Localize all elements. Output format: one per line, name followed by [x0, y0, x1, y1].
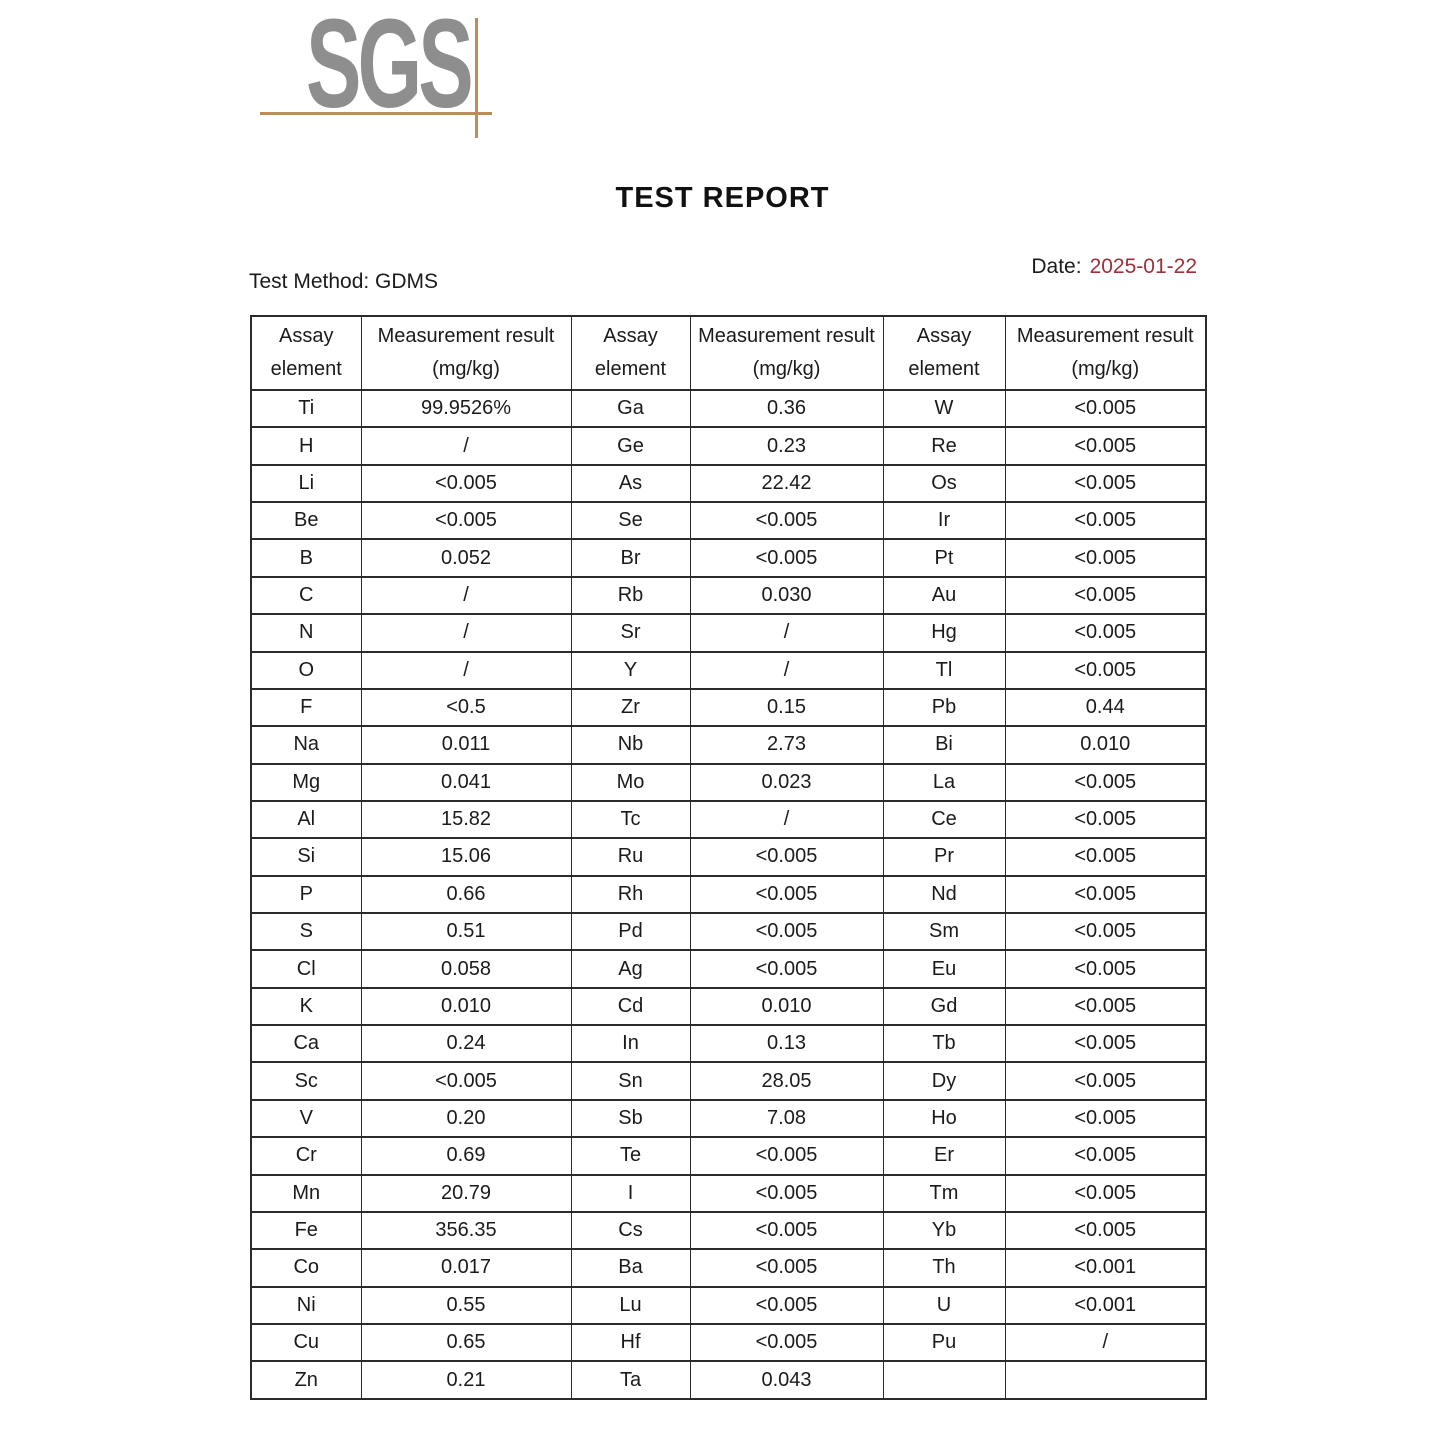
element-cell: Ag	[571, 950, 690, 987]
result-cell: 22.42	[690, 465, 883, 502]
date-line	[1031, 255, 1197, 279]
result-cell: 0.69	[361, 1137, 571, 1174]
table-row	[251, 390, 1206, 427]
element-cell: In	[571, 1025, 690, 1062]
element-cell: Nb	[571, 726, 690, 763]
table-row	[251, 427, 1206, 464]
element-cell: As	[571, 465, 690, 502]
header-measurement-result-3	[1005, 316, 1206, 390]
table-row	[251, 913, 1206, 950]
result-cell: 0.36	[690, 390, 883, 427]
table-row	[251, 950, 1206, 987]
table-row	[251, 465, 1206, 502]
element-cell: Br	[571, 539, 690, 576]
header-text: Assay	[279, 325, 334, 347]
element-cell: Cr	[251, 1137, 361, 1174]
element-cell: P	[251, 876, 361, 913]
table-row	[251, 1324, 1206, 1361]
result-cell: 0.23	[690, 427, 883, 464]
result-cell: 0.51	[361, 913, 571, 950]
assay-table-body	[251, 390, 1206, 1399]
result-cell: <0.005	[1005, 1100, 1206, 1137]
header-assay-element-3	[883, 316, 1005, 390]
element-cell: Pr	[883, 838, 1005, 875]
result-cell: <0.005	[690, 1175, 883, 1212]
element-cell: Rb	[571, 577, 690, 614]
element-cell: Bi	[883, 726, 1005, 763]
table-row	[251, 988, 1206, 1025]
result-cell: /	[361, 427, 571, 464]
element-cell: Mn	[251, 1175, 361, 1212]
result-cell: <0.005	[1005, 502, 1206, 539]
element-cell: Zn	[251, 1361, 361, 1399]
element-cell: Sc	[251, 1062, 361, 1099]
header-measurement-result-1	[361, 316, 571, 390]
result-cell: 15.06	[361, 838, 571, 875]
result-cell: 356.35	[361, 1212, 571, 1249]
table-row	[251, 614, 1206, 651]
result-cell: <0.005	[361, 1062, 571, 1099]
element-cell: Sr	[571, 614, 690, 651]
result-cell: 0.030	[690, 577, 883, 614]
result-cell: <0.005	[1005, 876, 1206, 913]
header-text: element	[270, 358, 342, 380]
element-cell: Ho	[883, 1100, 1005, 1137]
element-cell: I	[571, 1175, 690, 1212]
element-cell: Th	[883, 1249, 1005, 1286]
result-cell: /	[361, 614, 571, 651]
result-cell: <0.005	[1005, 764, 1206, 801]
table-row	[251, 1212, 1206, 1249]
result-cell: /	[361, 652, 571, 689]
element-cell: Co	[251, 1249, 361, 1286]
element-cell: S	[251, 913, 361, 950]
element-cell: U	[883, 1287, 1005, 1324]
result-cell: 0.052	[361, 539, 571, 576]
header-text: Measurement result	[1016, 325, 1194, 347]
result-cell: 0.010	[361, 988, 571, 1025]
result-cell: <0.005	[690, 1212, 883, 1249]
result-cell: <0.005	[1005, 614, 1206, 651]
result-cell: /	[690, 652, 883, 689]
element-cell: H	[251, 427, 361, 464]
element-cell: Cd	[571, 988, 690, 1025]
sgs-logo	[260, 0, 505, 150]
element-cell: V	[251, 1100, 361, 1137]
element-cell: Se	[571, 502, 690, 539]
result-cell: <0.005	[1005, 1025, 1206, 1062]
header-text: Assay	[603, 325, 658, 347]
result-cell: /	[361, 577, 571, 614]
result-cell: <0.005	[690, 1324, 883, 1361]
result-cell: <0.005	[361, 502, 571, 539]
element-cell: Ga	[571, 390, 690, 427]
element-cell: F	[251, 689, 361, 726]
element-cell: Ti	[251, 390, 361, 427]
element-cell: Ni	[251, 1287, 361, 1324]
element-cell: Sm	[883, 913, 1005, 950]
result-cell: <0.005	[690, 876, 883, 913]
header-row	[251, 316, 1206, 390]
element-cell: K	[251, 988, 361, 1025]
header-assay-element-1	[251, 316, 361, 390]
element-cell: Gd	[883, 988, 1005, 1025]
table-row	[251, 1137, 1206, 1174]
result-cell: <0.5	[361, 689, 571, 726]
table-row	[251, 726, 1206, 763]
report-title: TEST REPORT	[615, 182, 830, 214]
element-cell: Pd	[571, 913, 690, 950]
result-cell: <0.001	[1005, 1249, 1206, 1286]
header-text: element	[594, 358, 667, 380]
header-measurement-result-2	[690, 316, 883, 390]
element-cell: Zr	[571, 689, 690, 726]
element-cell: Re	[883, 427, 1005, 464]
result-cell: <0.005	[1005, 988, 1206, 1025]
element-cell: Rh	[571, 876, 690, 913]
table-row	[251, 1175, 1206, 1212]
result-cell: <0.005	[1005, 539, 1206, 576]
result-cell: 0.21	[361, 1361, 571, 1399]
table-row	[251, 577, 1206, 614]
element-cell: Tm	[883, 1175, 1005, 1212]
element-cell: Cs	[571, 1212, 690, 1249]
element-cell: Hf	[571, 1324, 690, 1361]
result-cell: <0.005	[1005, 838, 1206, 875]
element-cell: Nd	[883, 876, 1005, 913]
element-cell: Ba	[571, 1249, 690, 1286]
element-cell: Dy	[883, 1062, 1005, 1099]
header-text: (mg/kg)	[432, 358, 500, 380]
header-text: Measurement result	[377, 325, 555, 347]
header-text: (mg/kg)	[752, 358, 821, 380]
assay-results-table	[250, 315, 1207, 1400]
table-row	[251, 801, 1206, 838]
test-method-label: Test Method: GDMS	[249, 270, 439, 293]
result-cell: <0.005	[1005, 913, 1206, 950]
result-cell: 0.20	[361, 1100, 571, 1137]
element-cell: Ge	[571, 427, 690, 464]
result-cell: 0.043	[690, 1361, 883, 1399]
date-value: 2025-01-22	[1089, 255, 1197, 278]
logo-vertical-line	[475, 18, 478, 138]
element-cell: Au	[883, 577, 1005, 614]
result-cell: 0.023	[690, 764, 883, 801]
result-cell: <0.005	[1005, 1175, 1206, 1212]
result-cell: <0.005	[690, 838, 883, 875]
element-cell: Os	[883, 465, 1005, 502]
header-text: (mg/kg)	[1071, 358, 1140, 380]
result-cell: 20.79	[361, 1175, 571, 1212]
element-cell: Er	[883, 1137, 1005, 1174]
result-cell	[1005, 1361, 1206, 1399]
header-text: Measurement result	[698, 325, 875, 347]
result-cell: <0.005	[690, 913, 883, 950]
element-cell: Al	[251, 801, 361, 838]
element-cell: Te	[571, 1137, 690, 1174]
table-row	[251, 1249, 1206, 1286]
element-cell: Ta	[571, 1361, 690, 1399]
element-cell: Cu	[251, 1324, 361, 1361]
result-cell: <0.005	[1005, 1212, 1206, 1249]
result-cell: 0.13	[690, 1025, 883, 1062]
element-cell: C	[251, 577, 361, 614]
result-cell: 0.010	[1005, 726, 1206, 763]
result-cell: <0.005	[690, 1137, 883, 1174]
element-cell: Pu	[883, 1324, 1005, 1361]
element-cell: Sb	[571, 1100, 690, 1137]
result-cell: <0.005	[690, 539, 883, 576]
table-row	[251, 764, 1206, 801]
table-row	[251, 1287, 1206, 1324]
result-cell: <0.005	[1005, 950, 1206, 987]
element-cell: La	[883, 764, 1005, 801]
header-assay-element-2	[571, 316, 690, 390]
element-cell	[883, 1361, 1005, 1399]
element-cell: Sn	[571, 1062, 690, 1099]
result-cell: <0.005	[1005, 427, 1206, 464]
result-cell: 0.24	[361, 1025, 571, 1062]
result-cell: 2.73	[690, 726, 883, 763]
result-cell: <0.005	[690, 1287, 883, 1324]
element-cell: Lu	[571, 1287, 690, 1324]
table-row	[251, 1025, 1206, 1062]
result-cell: 0.15	[690, 689, 883, 726]
result-cell: 0.66	[361, 876, 571, 913]
element-cell: O	[251, 652, 361, 689]
header-text: Assay	[916, 325, 972, 347]
result-cell: <0.005	[1005, 801, 1206, 838]
result-cell: <0.005	[1005, 577, 1206, 614]
result-cell: /	[690, 614, 883, 651]
element-cell: Li	[251, 465, 361, 502]
element-cell: Y	[571, 652, 690, 689]
table-row	[251, 1100, 1206, 1137]
result-cell: <0.005	[690, 1249, 883, 1286]
table-row	[251, 689, 1206, 726]
result-cell: /	[1005, 1324, 1206, 1361]
element-cell: Fe	[251, 1212, 361, 1249]
element-cell: Mo	[571, 764, 690, 801]
table-row	[251, 539, 1206, 576]
element-cell: Na	[251, 726, 361, 763]
element-cell: Be	[251, 502, 361, 539]
element-cell: Ca	[251, 1025, 361, 1062]
element-cell: W	[883, 390, 1005, 427]
result-cell: 0.041	[361, 764, 571, 801]
table-row	[251, 652, 1206, 689]
element-cell: Ir	[883, 502, 1005, 539]
table-row	[251, 838, 1206, 875]
element-cell: Mg	[251, 764, 361, 801]
element-cell: Ce	[883, 801, 1005, 838]
result-cell: 99.9526%	[361, 390, 571, 427]
element-cell: Pt	[883, 539, 1005, 576]
result-cell: 0.65	[361, 1324, 571, 1361]
result-cell: <0.005	[1005, 465, 1206, 502]
element-cell: Pb	[883, 689, 1005, 726]
result-cell: /	[690, 801, 883, 838]
element-cell: Tl	[883, 652, 1005, 689]
result-cell: 0.010	[690, 988, 883, 1025]
table-row	[251, 1062, 1206, 1099]
table-row	[251, 502, 1206, 539]
result-cell: 0.44	[1005, 689, 1206, 726]
result-cell: <0.005	[690, 950, 883, 987]
date-label: Date:	[1031, 255, 1082, 278]
result-cell: <0.005	[690, 502, 883, 539]
element-cell: Tc	[571, 801, 690, 838]
result-cell: 0.55	[361, 1287, 571, 1324]
element-cell: Si	[251, 838, 361, 875]
result-cell: <0.005	[1005, 1137, 1206, 1174]
result-cell: 0.017	[361, 1249, 571, 1286]
table-row	[251, 876, 1206, 913]
element-cell: Hg	[883, 614, 1005, 651]
table-header	[251, 316, 1206, 390]
result-cell: <0.001	[1005, 1287, 1206, 1324]
result-cell: <0.005	[1005, 390, 1206, 427]
result-cell: 7.08	[690, 1100, 883, 1137]
element-cell: Tb	[883, 1025, 1005, 1062]
result-cell: 0.058	[361, 950, 571, 987]
sgs-logo-text: SGS	[306, 0, 470, 134]
result-cell: 0.011	[361, 726, 571, 763]
element-cell: Yb	[883, 1212, 1005, 1249]
result-cell: <0.005	[1005, 652, 1206, 689]
result-cell: <0.005	[1005, 1062, 1206, 1099]
element-cell: Ru	[571, 838, 690, 875]
element-cell: N	[251, 614, 361, 651]
header-text: element	[908, 358, 980, 380]
element-cell: B	[251, 539, 361, 576]
table-row	[251, 1361, 1206, 1399]
result-cell: 15.82	[361, 801, 571, 838]
result-cell: 28.05	[690, 1062, 883, 1099]
element-cell: Cl	[251, 950, 361, 987]
element-cell: Eu	[883, 950, 1005, 987]
result-cell: <0.005	[361, 465, 571, 502]
